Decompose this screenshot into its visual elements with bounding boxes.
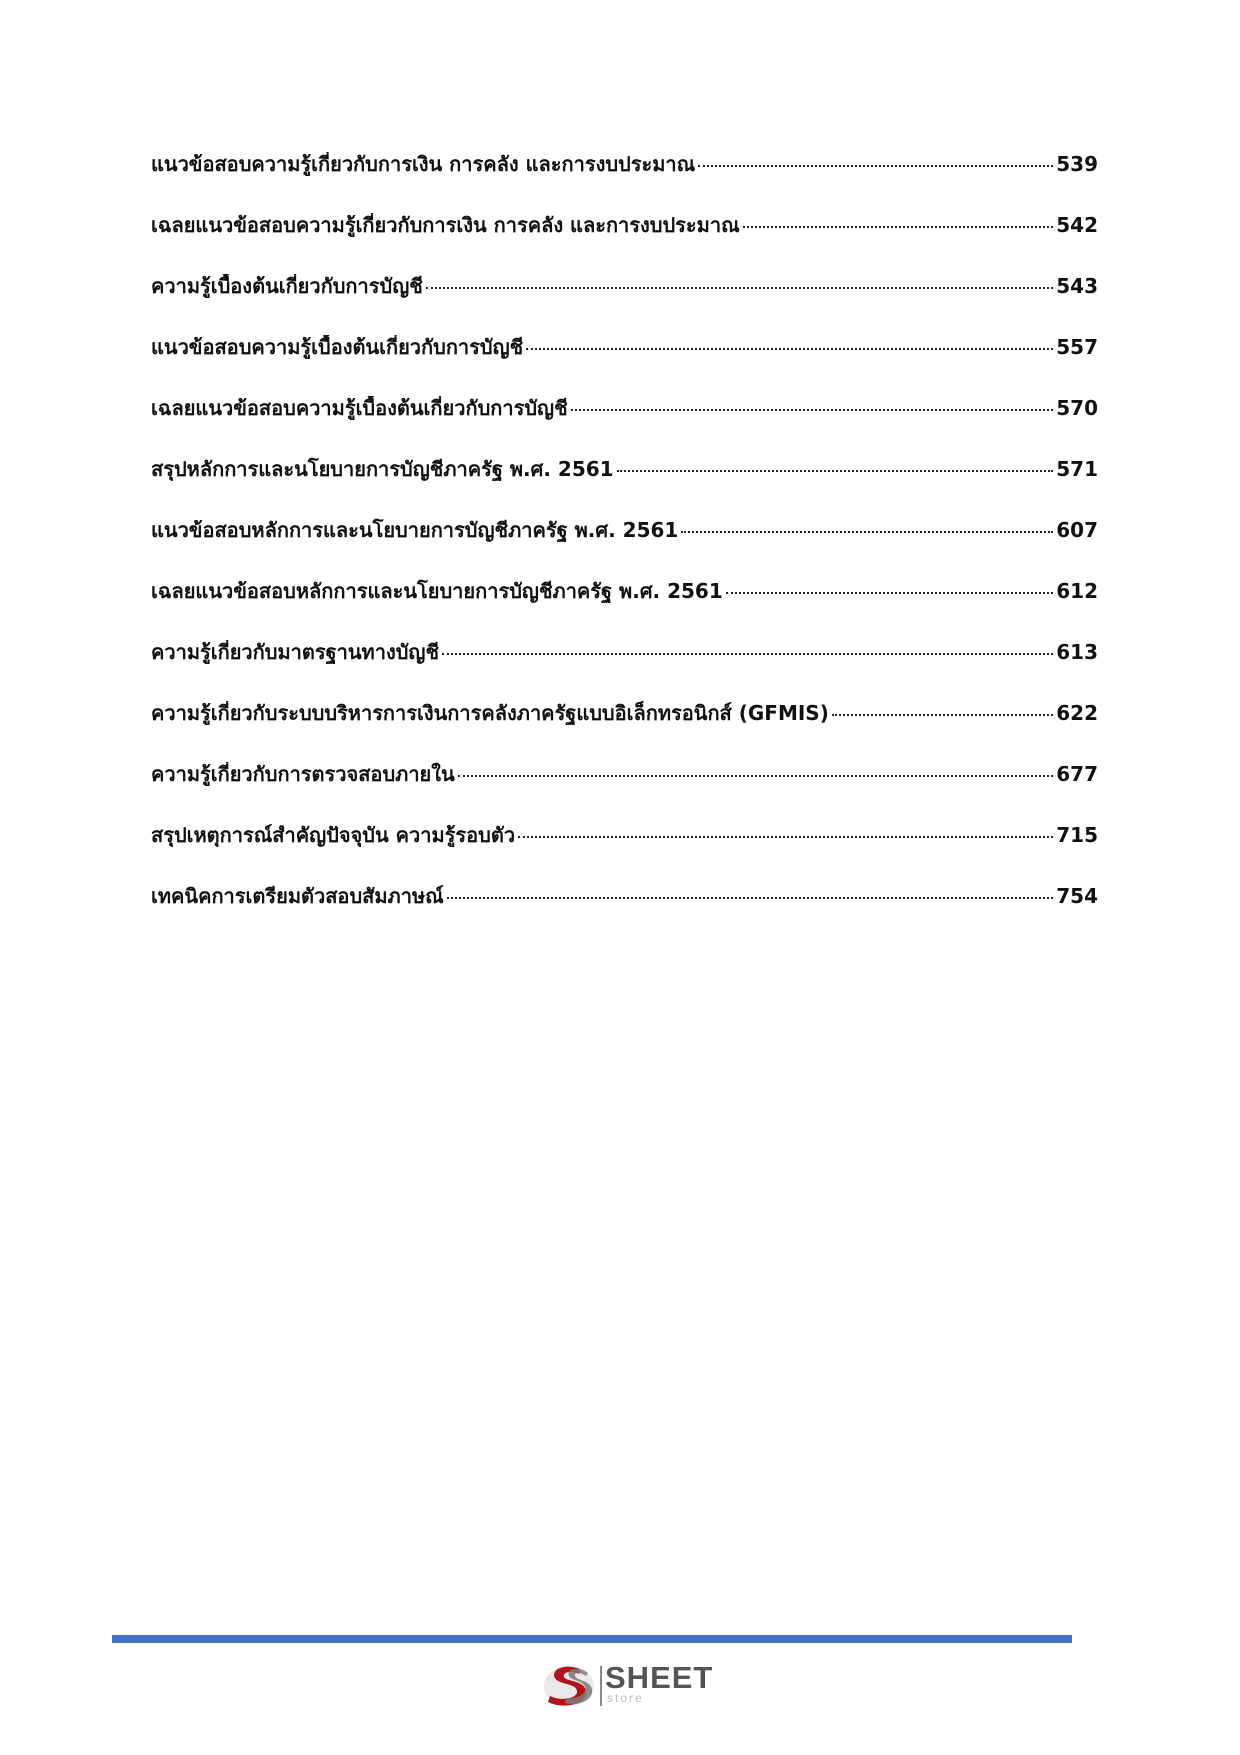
dot-leader xyxy=(698,165,1053,167)
footer-rule xyxy=(112,1635,1072,1643)
toc-entry-title: เฉลยแนวข้อสอบหลักการและนโยบายการบัญชีภาครัฐ พ.ศ. 2561 xyxy=(151,579,723,603)
toc-entry-page: 543 xyxy=(1056,274,1098,298)
toc-entry[interactable] xyxy=(151,884,1098,945)
toc-entry[interactable] xyxy=(151,213,1098,274)
dot-leader xyxy=(743,226,1054,228)
toc-entry[interactable] xyxy=(151,823,1098,884)
toc-entry-page: 754 xyxy=(1056,884,1098,908)
dot-leader xyxy=(526,348,1053,350)
toc-entry-title: ความรู้เกี่ยวกับมาตรฐานทางบัญชี xyxy=(151,640,440,664)
toc-entry[interactable] xyxy=(151,457,1098,518)
toc-entry-page: 570 xyxy=(1056,396,1098,420)
sheetstore-logo xyxy=(542,1660,712,1708)
toc-entry[interactable] xyxy=(151,701,1098,762)
toc-entry[interactable] xyxy=(151,335,1098,396)
sheetstore-s-logo-icon xyxy=(542,1660,602,1710)
toc-entry-page: 539 xyxy=(1056,152,1098,176)
toc-entry-page: 571 xyxy=(1056,457,1098,481)
toc-entry-title: ความรู้เกี่ยวกับการตรวจสอบภายใน xyxy=(151,762,455,786)
toc-entry[interactable] xyxy=(151,152,1098,213)
dot-leader xyxy=(726,592,1054,594)
toc-entry[interactable] xyxy=(151,762,1098,823)
toc-entry-title: แนวข้อสอบความรู้เบื้องต้นเกี่ยวกับการบัญชี xyxy=(151,335,524,359)
toc-entry-title: เทคนิคการเตรียมตัวสอบสัมภาษณ์ xyxy=(151,884,444,908)
toc-entry-page: 612 xyxy=(1056,579,1098,603)
dot-leader xyxy=(447,897,1054,899)
dot-leader xyxy=(832,714,1053,716)
toc-entry-page: 677 xyxy=(1056,762,1098,786)
logo-wordmark: SHEET xyxy=(605,1660,714,1695)
dot-leader xyxy=(571,409,1054,411)
toc-entry[interactable] xyxy=(151,579,1098,640)
dot-leader xyxy=(458,775,1054,777)
toc-entry-title: สรุปหลักการและนโยบายการบัญชีภาครัฐ พ.ศ. 2561 xyxy=(151,457,614,481)
toc-entry[interactable] xyxy=(151,518,1098,579)
toc-entry-page: 557 xyxy=(1056,335,1098,359)
table-of-contents xyxy=(151,152,1098,945)
dot-leader xyxy=(442,653,1053,655)
dot-leader xyxy=(617,470,1054,472)
toc-entry-title: เฉลยแนวข้อสอบความรู้เกี่ยวกับการเงิน การคลัง และการงบประมาณ xyxy=(151,213,740,237)
logo-divider xyxy=(599,1666,603,1706)
toc-entry-title: ความรู้เกี่ยวกับระบบบริหารการเงินการคลังภาครัฐแบบอิเล็กทรอนิกส์ (GFMIS) xyxy=(151,701,829,725)
toc-entry-page: 542 xyxy=(1056,213,1098,237)
logo-subtitle: store xyxy=(607,1691,644,1705)
dot-leader xyxy=(518,836,1053,838)
toc-entry-page: 607 xyxy=(1056,518,1098,542)
toc-entry-title: แนวข้อสอบความรู้เกี่ยวกับการเงิน การคลัง และการงบประมาณ xyxy=(151,152,696,176)
toc-entry-page: 613 xyxy=(1056,640,1098,664)
dot-leader xyxy=(426,287,1053,289)
toc-entry-page: 622 xyxy=(1056,701,1098,725)
toc-entry[interactable] xyxy=(151,396,1098,457)
toc-entry-title: แนวข้อสอบหลักการและนโยบายการบัญชีภาครัฐ พ.ศ. 2561 xyxy=(151,518,679,542)
toc-entry[interactable] xyxy=(151,274,1098,335)
toc-entry-page: 715 xyxy=(1056,823,1098,847)
toc-entry-title: ความรู้เบื้องต้นเกี่ยวกับการบัญชี xyxy=(151,274,423,298)
toc-entry-title: สรุปเหตุการณ์สำคัญปัจจุบัน ความรู้รอบตัว xyxy=(151,823,516,847)
dot-leader xyxy=(681,531,1053,533)
toc-entry[interactable] xyxy=(151,640,1098,701)
toc-entry-title: เฉลยแนวข้อสอบความรู้เบื้องต้นเกี่ยวกับการบัญชี xyxy=(151,396,568,420)
